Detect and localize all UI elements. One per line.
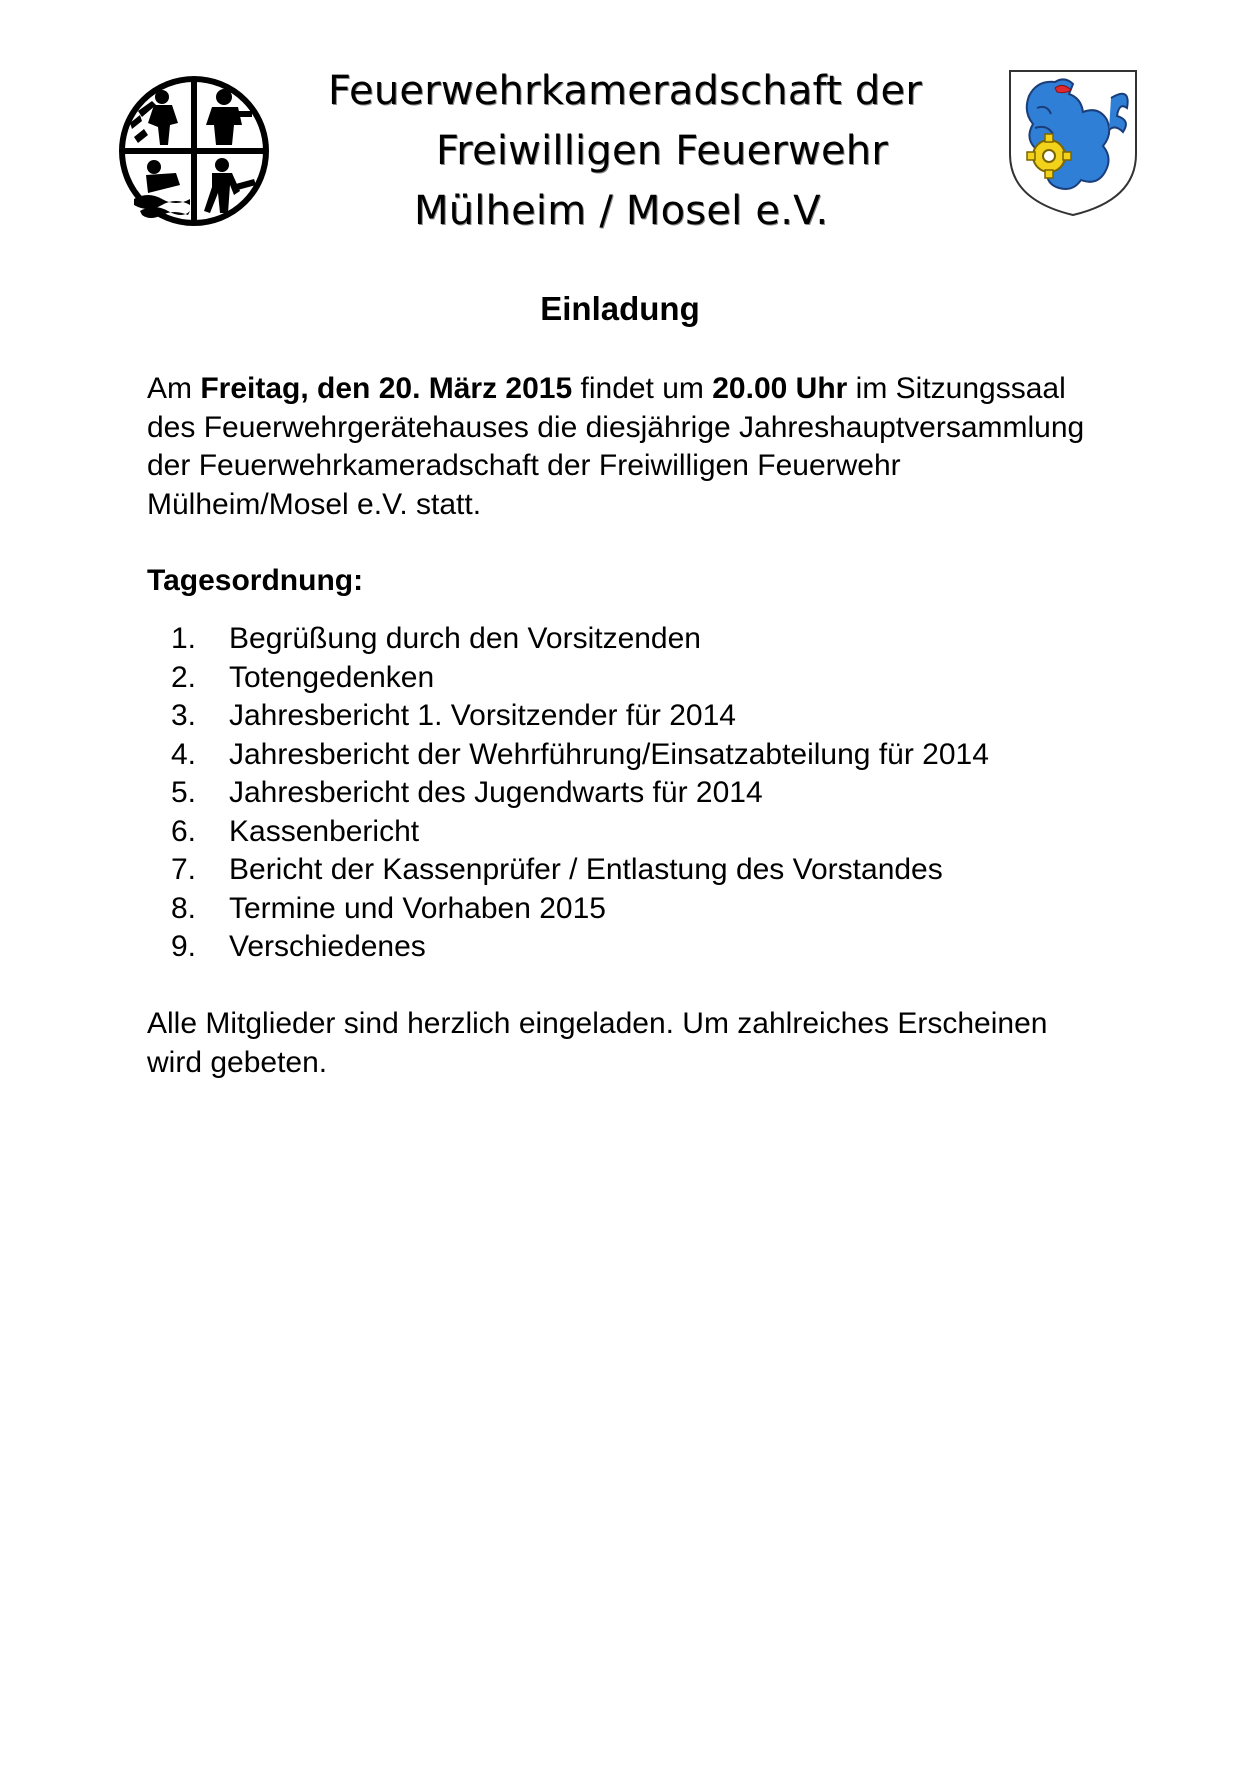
agenda-item [147, 851, 1147, 890]
coat-of-arms-lion-icon [1007, 68, 1139, 218]
agenda-list [147, 620, 1147, 967]
agenda-item-number: 8. [171, 891, 197, 925]
agenda-item-text: Termine und Vorhaben 2015 [229, 891, 606, 925]
agenda-item [147, 659, 1147, 698]
agenda-item-text: Jahresbericht 1. Vorsitzender für 2014 [229, 699, 736, 732]
agenda-item-text: Bericht der Kassenprüfer / Entlastung des Vorstandes [229, 853, 943, 886]
header-line-2: Freiwilligen Feuerwehr [436, 128, 888, 174]
header-line-3: Mülheim / Mosel e.V. [414, 188, 829, 234]
closing-paragraph: Alle Mitglieder sind herzlich eingeladen. Um zahlreiches Erscheinen wird gebeten. [147, 1007, 1048, 1079]
agenda-item [147, 697, 1147, 736]
agenda-item-number: 6. [171, 814, 197, 848]
intro-text-1: Am [147, 372, 201, 405]
agenda-item-number: 3. [171, 699, 197, 732]
agenda-item-text: Jahresbericht der Wehrführung/Einsatzabteilung für 2014 [229, 737, 989, 771]
agenda-item-text: Totengedenken [229, 660, 435, 694]
intro-paragraph [147, 370, 1107, 524]
agenda-item-number: 2. [171, 660, 197, 694]
agenda-item [147, 774, 1147, 813]
intro-text-3: im Sitzungssaal des Feuerwehrgerätehauses die diesjährige Jahreshauptversammlung der Feuerwehrkameradschaft der Freiwilligen Feuerwehr Mülheim/Mosel e.V. statt. [147, 372, 1085, 521]
agenda-item-number: 9. [171, 930, 197, 963]
agenda-item [147, 813, 1147, 852]
agenda-item-text: Verschiedenes [229, 930, 426, 963]
agenda-item-number: 4. [171, 737, 197, 771]
header-line-1: Feuerwehrkameradschaft der [328, 68, 922, 114]
agenda-heading: Tagesordnung: [147, 564, 364, 597]
agenda-item [147, 890, 1147, 929]
intro-time: 20.00 Uhr [712, 372, 848, 405]
agenda-item-text: Begrüßung durch den Vorsitzenden [229, 622, 701, 655]
agenda-item-text: Kassenbericht [229, 814, 420, 848]
intro-text-2: findet um [572, 372, 713, 405]
agenda-item [147, 736, 1147, 775]
agenda-item-number: 1. [171, 622, 197, 655]
agenda-item-number: 5. [171, 776, 197, 809]
intro-date: Freitag, den 20. März 2015 [200, 372, 573, 405]
agenda-item-number: 7. [171, 853, 197, 886]
agenda-item [147, 928, 1147, 967]
fire-brigade-emblem-icon [118, 75, 270, 227]
agenda-item [147, 620, 1147, 659]
agenda-item-text: Jahresbericht des Jugendwarts für 2014 [229, 776, 763, 809]
page-title: Einladung [540, 290, 700, 327]
